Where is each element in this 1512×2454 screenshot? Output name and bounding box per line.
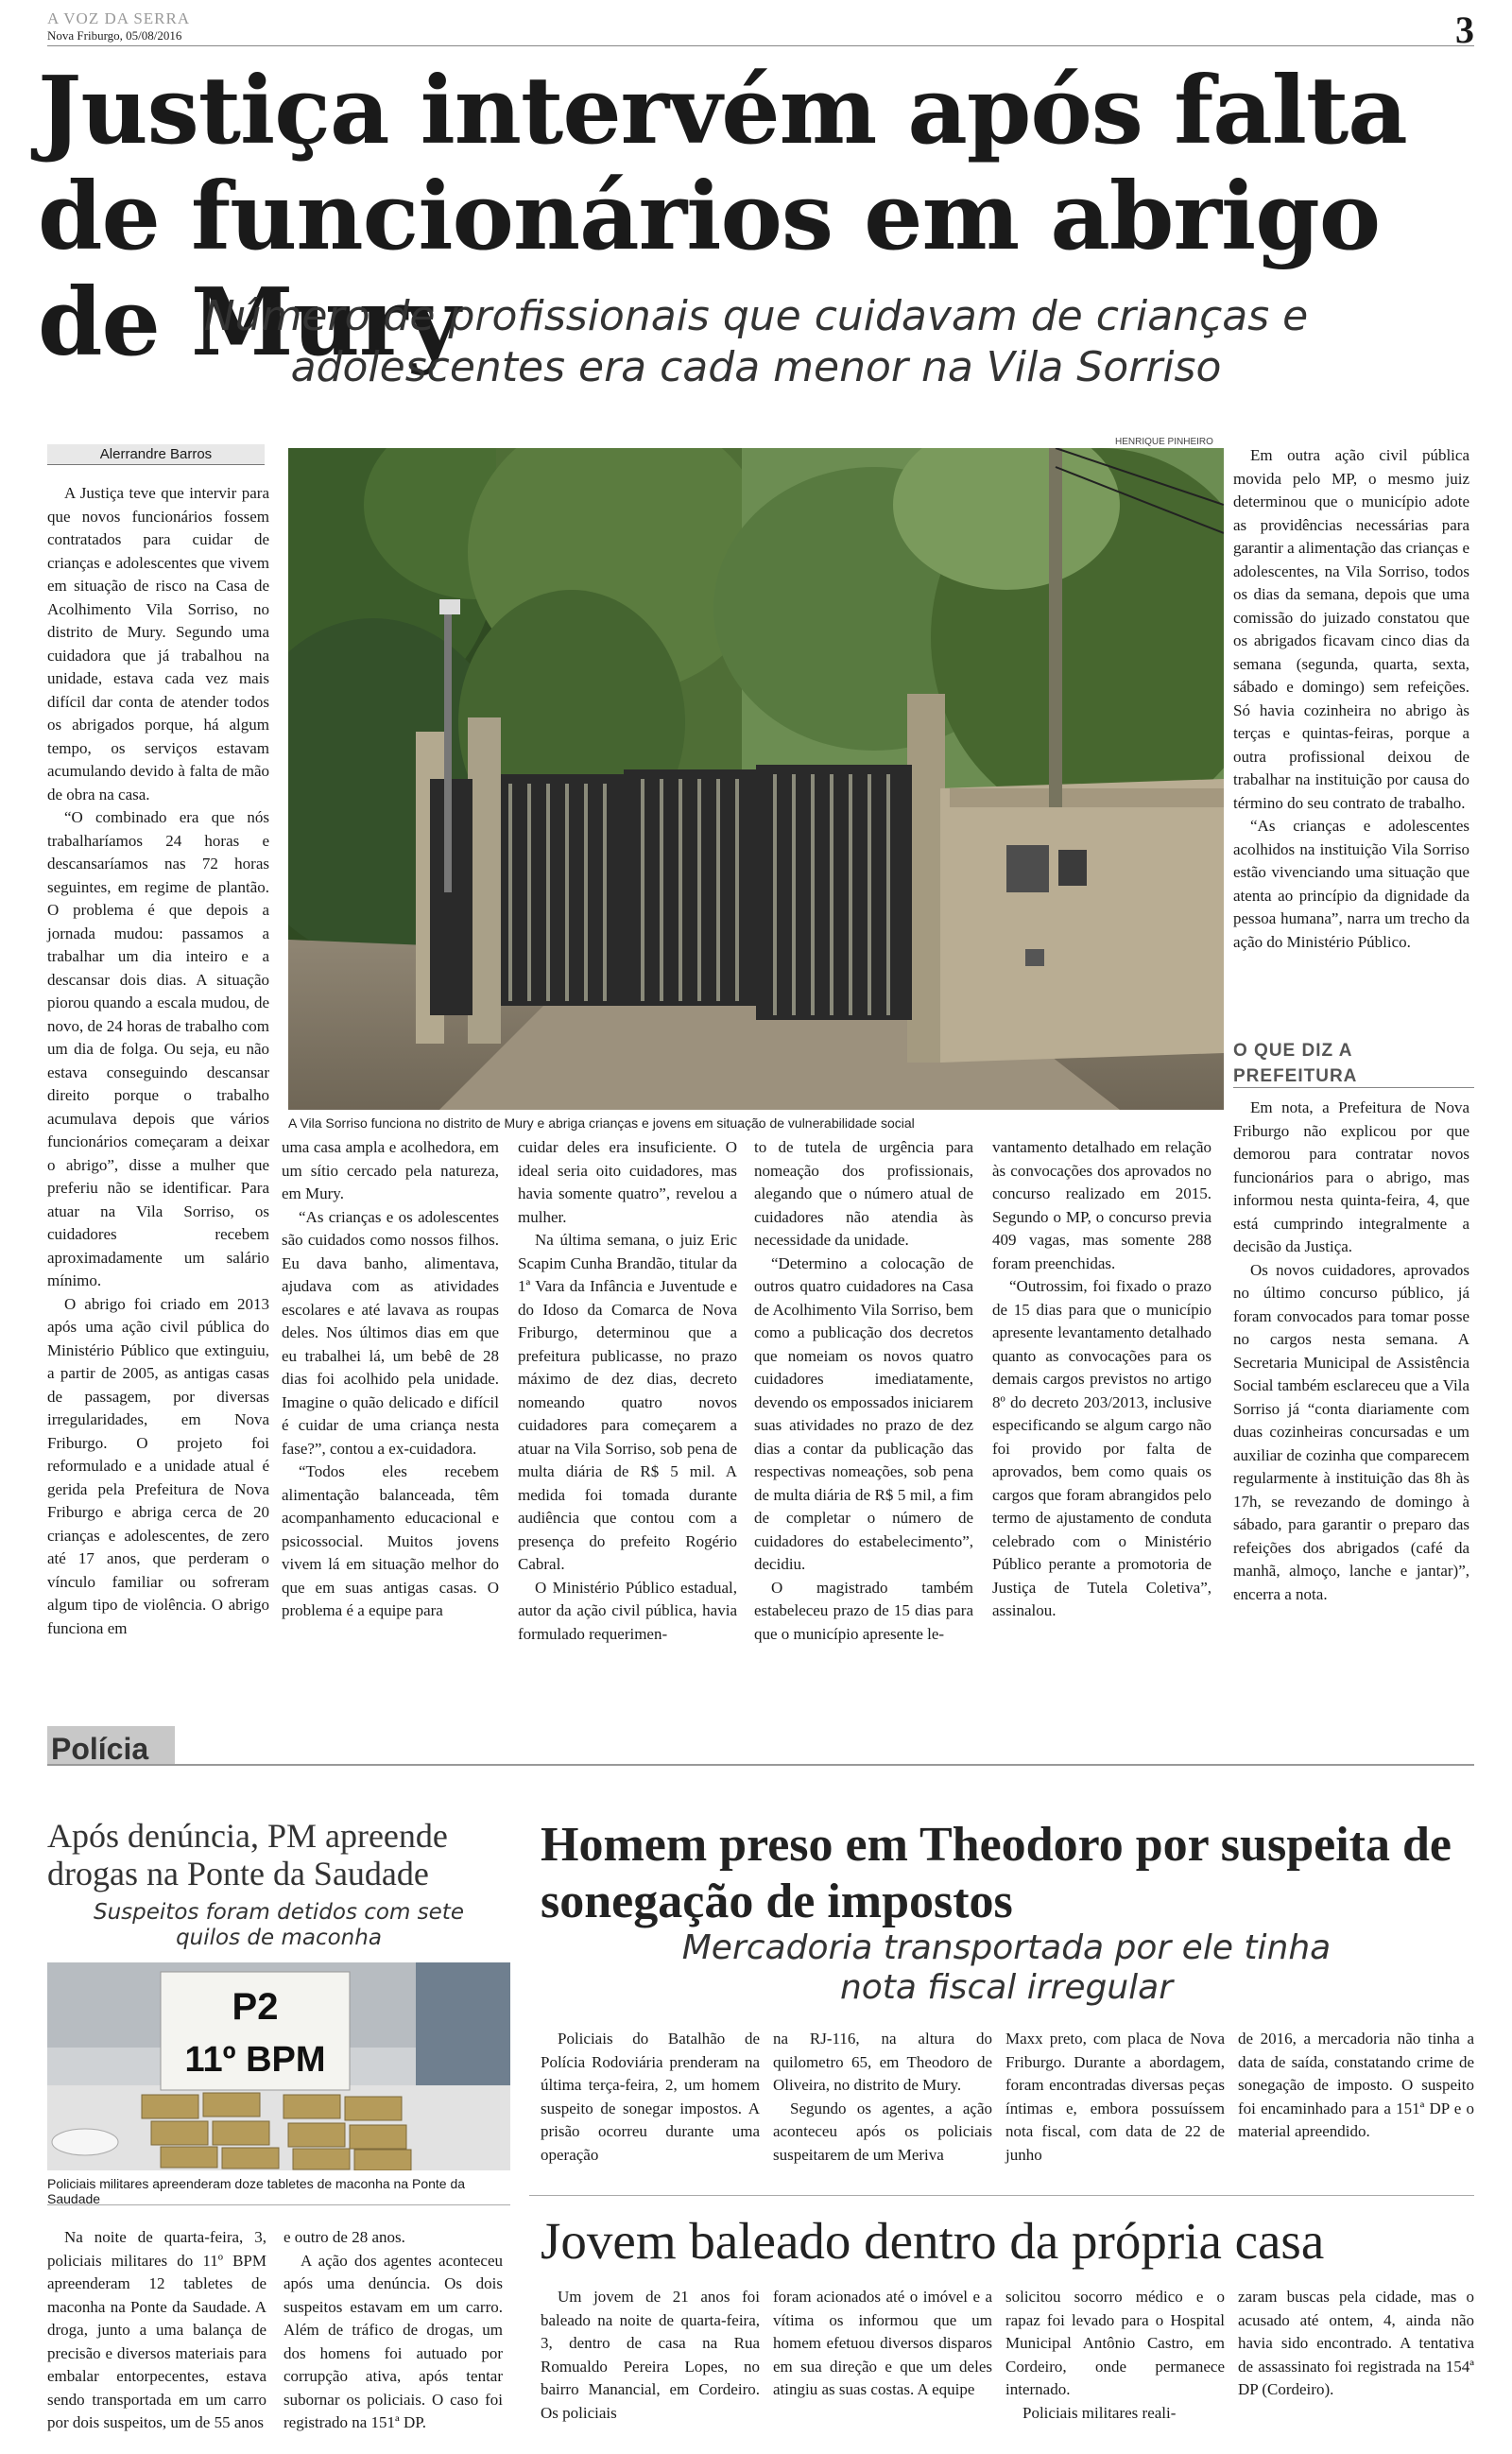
tax-subhead: Mercadoria transportada por ele tinha nota fiscal irregular: [681, 1928, 1332, 2007]
paragraph: cuidar deles era insuficiente. O ideal seria oito cuidadores, mas havia somente quatro”, revelou a mulher.: [518, 1138, 737, 1226]
paragraph: Policiais do Batalhão de Polícia Rodoviária prenderam na última terça-feira, 2, um homem suspeito de sonegar impostos. A prisão ocorreu durante uma operação: [541, 2030, 760, 2164]
main-photo-caption: A Vila Sorriso funciona no distrito de Mury e abriga crianças e jovens em situação de vulnerabilidade social: [288, 1115, 915, 1131]
paragraph: O magistrado também estabeleceu prazo de 15 dias para que o município apresente le-: [754, 1578, 973, 1643]
main-column-6-bottom: [1233, 1097, 1469, 1606]
paragraph: O Ministério Público estadual, autor da ação civil pública, havia formulado requerimen-: [518, 1578, 737, 1643]
paragraph: solicitou socorro médico e o rapaz foi levado para o Hospital Municipal Antônio Castro, em Cordeiro, onde permanece internado.: [1005, 2288, 1225, 2398]
header-rule: [47, 45, 1474, 46]
paragraph: Em nota, a Prefeitura de Nova Friburgo não explicou por que demorou para contratar novos funcionários para o abrigo, mas informou nesta quinta-feira, 4, que está cumprindo integralmente a decisão da Justiça.: [1233, 1098, 1469, 1255]
paragraph: Em outra ação civil pública movida pelo MP, o mesmo juiz determinou que o município adote as providências necessárias para garantir a alimentação das crianças e adolescentes, na Vila Sorriso, todos os dias da semana, depois que uma comissão do juizado constatou que os abrigados ficavam cinco dias da semana (segunda, quarta, sexta, sábado e domingo) sem refeições. Só havia cozinheira no abrigo às terças e quintas-feiras, porque a outra profissional deixou de trabalhar na instituição por causa do término do seu contrato de trabalho.: [1233, 446, 1469, 812]
paragraph: vantamento detalhado em relação às convocações dos aprovados no concurso realizado em 2015. Segundo o MP, o concurso previa 409 vagas, mas somente 288 foram preenchidas.: [992, 1138, 1211, 1272]
paragraph: A ação dos agentes aconteceu após uma denúncia. Os dois suspeitos estavam em um carro. Além de tráfico de drogas, um dos homens foi autuado por corrupção ativa, após tentar subornar os policiais. O caso foi registrado na 151ª DP.: [284, 2251, 503, 2431]
shot-column-2: [773, 2286, 992, 2402]
abrigo-gate-photo: [288, 448, 1224, 1110]
abrigo-gate-illustration: [288, 448, 1224, 1110]
tax-column-3: [1005, 2028, 1225, 2167]
drugs-subhead: Suspeitos foram detidos com sete quilos de maconha: [94, 1900, 464, 1950]
main-column-1: [47, 482, 269, 1640]
main-column-5: [992, 1136, 1211, 1623]
paragraph: e outro de 28 anos.: [284, 2228, 405, 2246]
tax-column-1: [541, 2028, 760, 2167]
paragraph: A Justiça teve que intervir para que novos funcionários fossem contratados para cuidar de crianças e adolescentes que vivem em situação de risco na Casa de Acolhimento Vila Sorriso, no distrito de Mury. Segundo uma cuidadora que já trabalhou na unidade, estava cada vez mais difícil dar conta de atender todos os abrigados porque, há algum tempo, os serviços estavam acumulando devido à falta de mão de obra na casa.: [47, 484, 269, 804]
byline: Alerrandre Barros: [47, 444, 265, 465]
photo-credit: HENRIQUE PINHEIRO: [1115, 437, 1213, 447]
paragraph: Segundo os agentes, a ação aconteceu após os policiais suspeitarem de um Meriva: [773, 2099, 992, 2164]
seized-drugs-illustration: [47, 1962, 510, 2170]
box-rule: [529, 2195, 1474, 2196]
paragraph: Maxx preto, com placa de Nova Friburgo. Durante a abordagem, foram encontradas diversas peças íntimas e, embora possuíssem nota fiscal, com data de 22 de junho: [1005, 2030, 1225, 2164]
main-headline: Justiça intervém após falta de funcionários em abrigo de Mury: [38, 57, 1407, 377]
paragraph: O abrigo foi criado em 2013 após uma ação civil pública do Ministério Público que extinguiu, a partir de 2005, as antigas casas de passagem, por diversas irregularidades, em Nova Friburgo. O projeto foi reformulado e a unidade atual é gerida pela Prefeitura de Nova Friburgo e abriga cerca de 20 crianças e adolescentes, de zero até 17 anos, que perderam o vínculo familiar ou sofreram algum tipo de violência. O abrigo funciona em: [47, 1294, 269, 1637]
paragraph: na RJ-116, na altura do quilometro 65, em Theodoro de Oliveira, no distrito de Mury.: [773, 2030, 992, 2094]
main-subhead: Número de profissionais que cuidavam de crianças e adolescentes era cada menor na Vila Sorriso: [203, 292, 1309, 391]
tax-column-2: [773, 2028, 992, 2167]
paragraph: foram acionados até o imóvel e a vítima os informou que um homem efetuou diversos disparos em sua direção e que um deles atingiu as suas costas. A equipe: [773, 2288, 992, 2398]
main-column-6-top: [1233, 444, 1469, 954]
shot-column-1: [541, 2286, 760, 2425]
tax-column-4: [1238, 2028, 1474, 2144]
shot-headline: Jovem baleado dentro da própria casa: [541, 2212, 1325, 2270]
main-column-3: [518, 1136, 737, 1646]
paragraph: “As crianças e os adolescentes são cuidados como nossos filhos. Eu dava banho, alimentava, ajudava com as atividades escolares e até lavava as roupas deles. Nos últimos dias em que eu trabalhei lá, um bebê de 28 dias foi acolhido pela unidade. Imagine o quão delicado e difícil é cuidar de uma criança nesta fase?”, contou a ex-cuidadora.: [282, 1207, 499, 1458]
box-rule: [47, 2204, 510, 2205]
newspaper-name: A VOZ DA SERRA: [47, 9, 191, 27]
paragraph: Na noite de quarta-feira, 3, policiais militares do 11º BPM apreenderam 12 tabletes de maconha na Ponte da Saudade. A droga, junto a uma balança de precisão e diversos materiais para embalar entorpecentes, estava sendo transportada em um carro por dois suspeitos, um de 55 anos: [47, 2228, 266, 2431]
shot-column-3: [1005, 2286, 1225, 2425]
photo-sign-text: 11º BPM: [184, 2040, 326, 2080]
paragraph: Os novos cuidadores, aprovados no último concurso público, já foram convocados para tomar posse no cargos nesta semana. A Secretaria Municipal de Assistência Social também esclareceu que a Vila Sorriso já “conta diariamente com duas cozinheiras concursadas e um auxiliar de cozinha que comparecem regularmente à instituição das 8h às 17h, se revezando de domingo à sábado, para garantir o preparo das refeições dos abrigados (café da manhã, almoço, lanche e jantar)”, encerra a nota.: [1233, 1260, 1469, 1603]
tax-headline: Homem preso em Theodoro por suspeita de sonegação de impostos: [541, 1818, 1452, 1928]
paragraph: “Outrossim, foi fixado o prazo de 15 dias para que o município apresente levantamento detalhado quanto as convocações para os demais cargos previstos no artigo 8º do decreto 203/2013, inclusive especificando se algum cargo não foi provido por falta de aprovados, bem como quais os cargos que foram abrangidos pelo termo de ajustamento de conduta celebrado com o Ministério Público perante a promotoria de Justiça de Tutela Coletiva”, assinalou.: [992, 1277, 1211, 1619]
section-rule: [47, 1764, 1474, 1766]
edition-date: Nova Friburgo, 05/08/2016: [47, 28, 182, 43]
drugs-photo-caption: Policiais militares apreenderam doze tabletes de maconha na Ponte da Saudade: [47, 2176, 466, 2206]
shot-column-4: [1238, 2286, 1474, 2402]
paragraph: to de tutela de urgência para nomeação dos profissionais, alegando que o número atual de cuidadores não atendia às necessidade da unidade.: [754, 1138, 973, 1249]
paragraph: uma casa ampla e acolhedora, em um sítio cercado pela natureza, em Mury.: [282, 1138, 499, 1202]
paragraph: Um jovem de 21 anos foi baleado na noite de quarta-feira, 3, dentro de casa na Rua Romualdo Pereira Lopes, no bairro Manancial, em Cordeiro. Os policiais: [541, 2288, 760, 2422]
paragraph: “As crianças e adolescentes acolhidos na instituição Vila Sorriso estão vivenciando uma situação que atenta ao princípio da dignidade da pessoa humana”, narra um trecho da ação do Ministério Público.: [1233, 817, 1469, 951]
drugs-column-2: [284, 2226, 503, 2435]
drugs-column-1: [47, 2226, 266, 2435]
photo-sign-text: P2: [232, 1986, 279, 2028]
paragraph: “Determino a colocação de outros quatro cuidadores na Casa de Acolhimento Vila Sorriso, bem como a publicação dos decretos que nomeiam os novos quatro cuidadores imediatamente, devendo os empossados iniciarem suas atividades no prazo de dez dias a contar da publicação das respectivas nomeações, sob pena de multa diária de R$ 5 mil, a fim de completar o número de cuidadores do estabelecimento”, decidiu.: [754, 1253, 973, 1573]
paragraph: zaram buscas pela cidade, mas o acusado até ontem, 4, ainda não havia sido encontrado. A tentativa de assassinato foi registrada na 154ª DP (Cordeiro).: [1238, 2288, 1474, 2398]
main-column-2: [282, 1136, 499, 1623]
paragraph: Policiais militares reali-: [1022, 2403, 1177, 2422]
paragraph: Na última semana, o juiz Eric Scapim Cunha Brandão, titular da 1ª Vara da Infância e Juventude e do Idoso da Comarca de Nova Friburgo, determinou que a prefeitura publicasse, no prazo máximo de dez dias, decreto nomeando quatro novos cuidadores para começarem a atuar na Vila Sorriso, sob pena de multa diária de R$ 5 mil. A medida foi tomada durante audiência que contou com a presença do prefeito Rogério Cabral.: [518, 1231, 737, 1573]
section-rule: [1233, 1087, 1474, 1088]
seized-drugs-photo: [47, 1962, 510, 2170]
section-label-policia: Polícia: [47, 1726, 175, 1764]
paragraph: “O combinado era que nós trabalharíamos 24 horas e descansaríamos nas 72 horas seguintes, em regime de plantão. O problema é que depois a jornada mudou: passamos a trabalhar um dia inteiro e a descansar dois dias. A situação piorou quando a escala mudou, de novo, de 24 horas de trabalho com um dia de folga. Ou seja, eu não estava conseguindo descansar direito porque o trabalho acumulava depois que vários funcionários começaram a deixar o abrigo”, disse a mulher que preferiu não se identificar. Para atuar na Vila Sorriso, os cuidadores recebem aproximadamente um salário mínimo.: [47, 808, 269, 1289]
drugs-headline: Após denúncia, PM apreende drogas na Ponte da Saudade: [47, 1817, 448, 1892]
prefeitura-section-title: O QUE DIZ A PREFEITURA: [1233, 1041, 1358, 1086]
paragraph: de 2016, a mercadoria não tinha a data de saída, constatando crime de sonegação de imposto. O suspeito foi encaminhado para a 151ª DP e o material apreendido.: [1238, 2030, 1474, 2140]
paragraph: “Todos eles recebem alimentação balanceada, têm acompanhamento educacional e psicossocial. Muitos jovens vivem lá em situação melhor do que em suas antigas casas. O problema é a equipe para: [282, 1462, 499, 1619]
main-column-4: [754, 1136, 973, 1646]
page-number: 3: [1455, 9, 1474, 51]
